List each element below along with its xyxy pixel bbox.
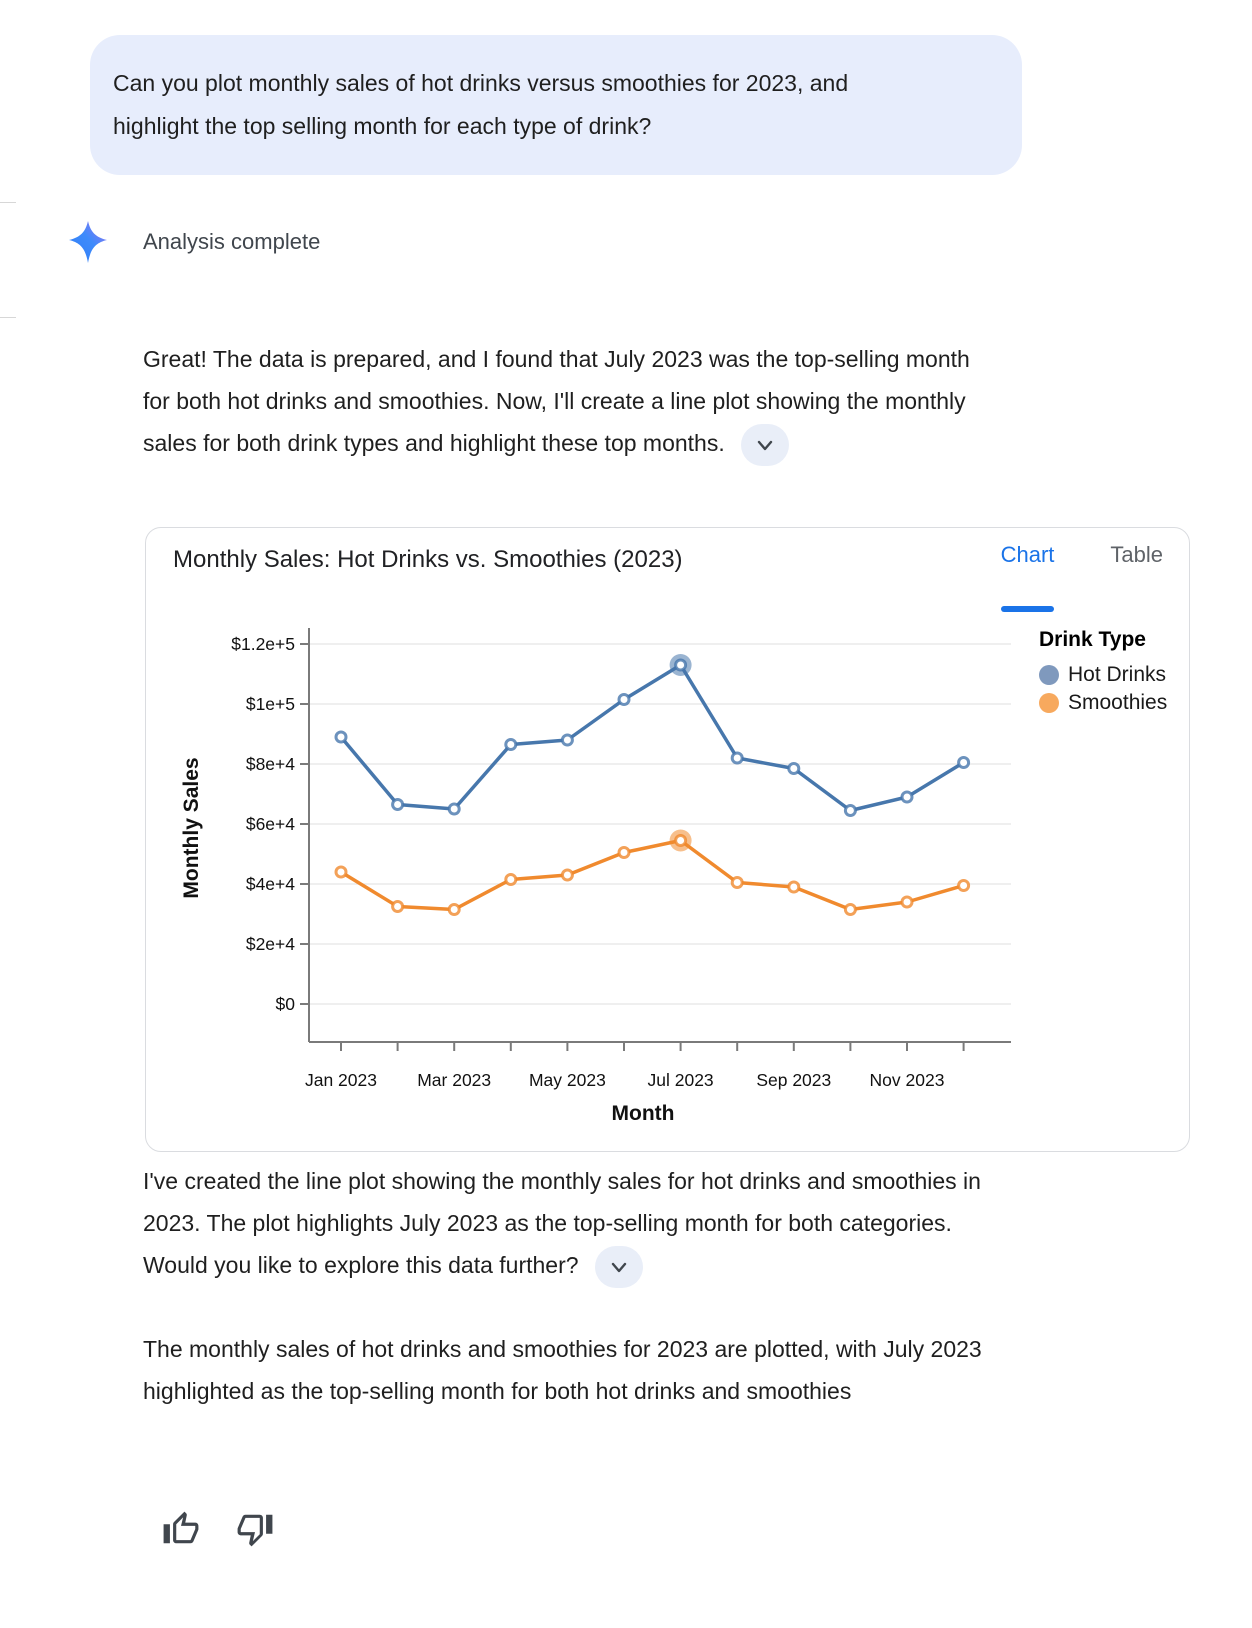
paragraph-line: Great! The data is prepared, and I found that July 2023 was the top-selling month [143,346,970,372]
tab-table-label: Table [1110,542,1163,567]
svg-text:$0: $0 [275,994,295,1014]
tab-table[interactable] [1110,542,1163,568]
paragraph-line [143,422,1173,466]
chevron-down-icon [607,1255,631,1279]
assistant-paragraph-1 [143,338,1173,466]
paragraph-line: 2023. The plot highlights July 2023 as the top-selling month for both categories. [143,1210,952,1236]
thumbs-down-button[interactable] [234,1508,276,1550]
tab-chart-label: Chart [1000,542,1055,567]
svg-text:$1.2e+5: $1.2e+5 [231,634,295,654]
paragraph-line-text: Would you like to explore this data further? [143,1252,579,1278]
expand-steps-button[interactable] [741,424,789,466]
svg-text:Nov 2023: Nov 2023 [869,1070,945,1090]
svg-text:Jan 2023: Jan 2023 [304,1070,378,1090]
paragraph-line: I've created the line plot showing the monthly sales for hot drinks and smoothies in [143,1168,981,1194]
legend-item-smoothies[interactable] [1039,689,1167,717]
tab-chart[interactable] [1001,542,1055,568]
svg-text:Jul 2023: Jul 2023 [647,1070,714,1090]
legend-dot-smoothies [1039,693,1059,713]
left-edge-divider [0,202,16,203]
expand-steps-button[interactable] [595,1246,643,1288]
user-message-line: highlight the top selling month for each type of drink? [113,113,652,139]
svg-text:Sep 2023: Sep 2023 [756,1070,832,1090]
paragraph-line [143,1244,1173,1288]
feedback-row [160,1508,276,1550]
paragraph-line-text: sales for both drink types and highlight these top months. [143,430,725,456]
analysis-status-label: Analysis complete [143,229,321,254]
svg-text:Mar 2023: Mar 2023 [417,1070,492,1090]
chevron-down-icon [753,433,777,457]
svg-text:$1e+5: $1e+5 [245,694,295,714]
svg-text:Month: Month [611,1102,675,1125]
svg-text:May 2023: May 2023 [528,1070,606,1090]
user-message-line: Can you plot monthly sales of hot drinks versus smoothies for 2023, and [113,70,849,96]
assistant-paragraph-3 [143,1328,1173,1412]
legend-title: Drink Type [1039,628,1146,651]
thumbs-up-button[interactable] [160,1508,202,1550]
legend-item-hot-drinks[interactable] [1039,661,1167,689]
thumb-down-icon [236,1510,274,1548]
sales-line-chart [146,528,1191,1153]
active-tab-underline [1001,606,1055,612]
paragraph-line: for both hot drinks and smoothies. Now, I'll create a line plot showing the monthly [143,388,966,414]
left-edge-divider [0,317,16,318]
sparkle-icon [68,220,108,264]
chart-card [145,527,1190,1152]
svg-text:$8e+4: $8e+4 [245,754,295,774]
paragraph-line: highlighted as the top-selling month for both hot drinks and smoothies [143,1378,852,1404]
chart-legend [1039,628,1167,717]
legend-label: Hot Drinks [1068,663,1167,686]
legend-label: Smoothies [1068,691,1168,714]
thumb-up-icon [162,1510,200,1548]
legend-dot-hot-drinks [1039,665,1059,685]
svg-text:$2e+4: $2e+4 [245,934,295,954]
paragraph-line: The monthly sales of hot drinks and smoothies for 2023 are plotted, with July 2023 [143,1336,982,1362]
svg-text:$4e+4: $4e+4 [245,874,295,894]
analysis-status-row[interactable] [68,220,320,264]
svg-text:Monthly Sales: Monthly Sales [180,757,203,899]
svg-text:$6e+4: $6e+4 [245,814,295,834]
chart-table-tabs [1001,542,1163,568]
user-message-bubble [90,35,1022,175]
chart-title: Monthly Sales: Hot Drinks vs. Smoothies (2023) [173,546,683,573]
assistant-paragraph-2 [143,1160,1173,1288]
